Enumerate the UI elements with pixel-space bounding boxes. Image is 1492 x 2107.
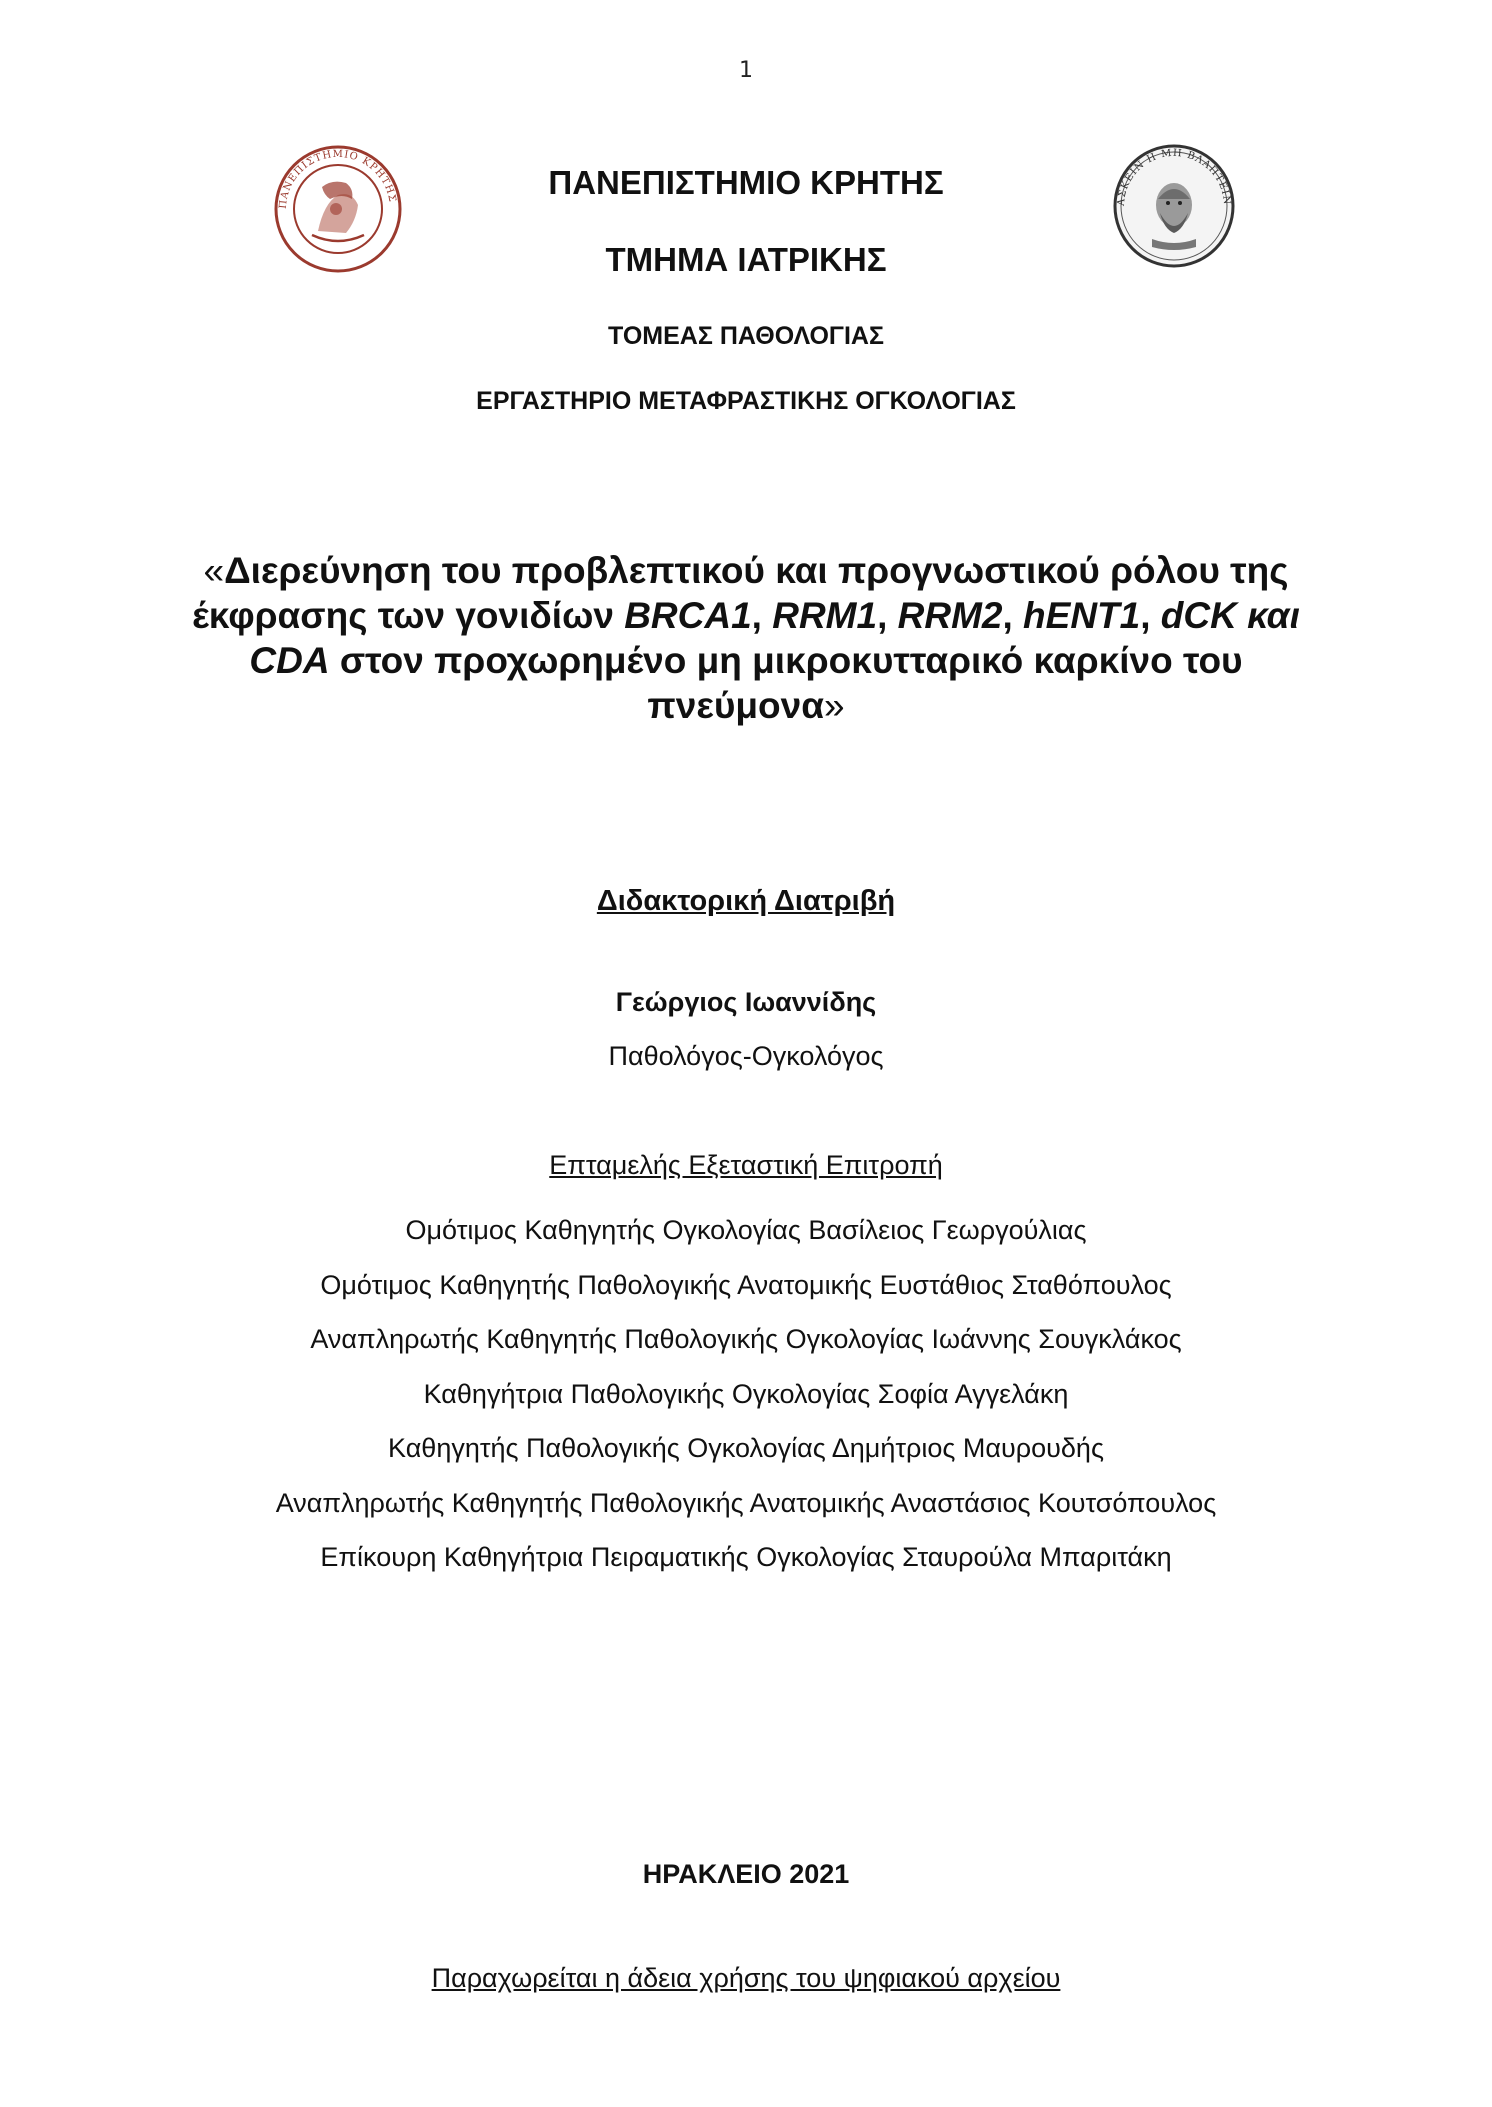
committee-member: Ομότιμος Καθηγητής Παθολογικής Ανατομικής Ευστάθιος Σταθόπουλος (320, 1269, 1172, 1300)
committee-heading: Επταμελής Εξεταστική Επιτροπή (549, 1150, 943, 1180)
title-line-4: πνεύμονα» (647, 685, 845, 726)
thesis-type: Διδακτορική Διατριβή (596, 885, 896, 917)
author-name: Γεώργιος Ιωαννίδης (615, 987, 877, 1017)
author-role: Παθολόγος-Ογκολόγος (608, 1041, 884, 1071)
left-seal-text: ΠΑΝΕΠΙΣΤΗΜΙΟ ΚΡΗΤΗΣ (277, 148, 398, 210)
gene-cda: CDA (249, 640, 330, 681)
title-close-quote: » (824, 685, 845, 726)
university-name: ΠΑΝΕΠΙΣΤΗΜΙΟ ΚΡΗΤΗΣ (548, 164, 944, 201)
gene-rrm2: RRM2 (897, 595, 1003, 636)
license-note: Παραχωρείται η άδεια χρήσης του ψηφιακού αρχείου (431, 1963, 1061, 1993)
thesis-title (0, 548, 1492, 728)
place-year: ΗΡΑΚΛΕΙΟ 2021 (642, 1859, 850, 1889)
title-line-2: έκφρασης των γονιδίων BRCA1, RRM1, RRM2, hENT1, dCK και (192, 595, 1300, 636)
committee-member: Αναπληρωτής Καθηγητής Παθολογικής Ογκολογίας Ιωάννης Σουγκλάκος (310, 1324, 1182, 1354)
gene-dck: dCK (1160, 595, 1237, 636)
page-number: 1 (739, 58, 753, 83)
right-seal-text: ΑΣΚΕΙΝ Η ΜΗ ΒΛΑΠΤΕΙΝ (1115, 147, 1233, 207)
title-line-1: «Διερεύνηση του προβλεπτικού και προγνωστικού ρόλου της (203, 550, 1289, 591)
department-name: ΤΜΗΜΑ ΙΑΤΡΙΚΗΣ (605, 241, 887, 278)
gene-hent1: hENT1 (1023, 595, 1141, 636)
title-line-3: CDA στον προχωρημένο μη μικροκυτταρικό καρκίνο του (249, 640, 1243, 681)
title-open-quote: « (203, 550, 225, 591)
committee-member: Καθηγήτρια Παθολογικής Ογκολογίας Σοφία Αγγελάκη (423, 1378, 1069, 1409)
committee-member: Αναπληρωτής Καθηγητής Παθολογικής Ανατομικής Αναστάσιος Κουτσόπουλος (275, 1487, 1217, 1518)
gene-rrm1: RRM1 (772, 595, 878, 636)
committee-list (0, 1203, 1492, 1585)
gene-brca1: BRCA1 (624, 595, 752, 636)
committee-member: Καθηγητής Παθολογικής Ογκολογίας Δημήτριος Μαυρουδής (388, 1433, 1104, 1463)
laboratory-name: ΕΡΓΑΣΤΗΡΙΟ ΜΕΤΑΦΡΑΣΤΙΚΗΣ ΟΓΚΟΛΟΓΙΑΣ (476, 387, 1016, 415)
committee-member: Επίκουρη Καθηγήτρια Πειραματικής Ογκολογίας Σταυρούλα Μπαριτάκη (320, 1542, 1172, 1572)
sector-name: ΤΟΜΕΑΣ ΠΑΘΟΛΟΓΙΑΣ (608, 322, 884, 350)
committee-member: Ομότιμος Καθηγητής Ογκολογίας Βασίλειος Γεωργούλιας (405, 1215, 1087, 1245)
